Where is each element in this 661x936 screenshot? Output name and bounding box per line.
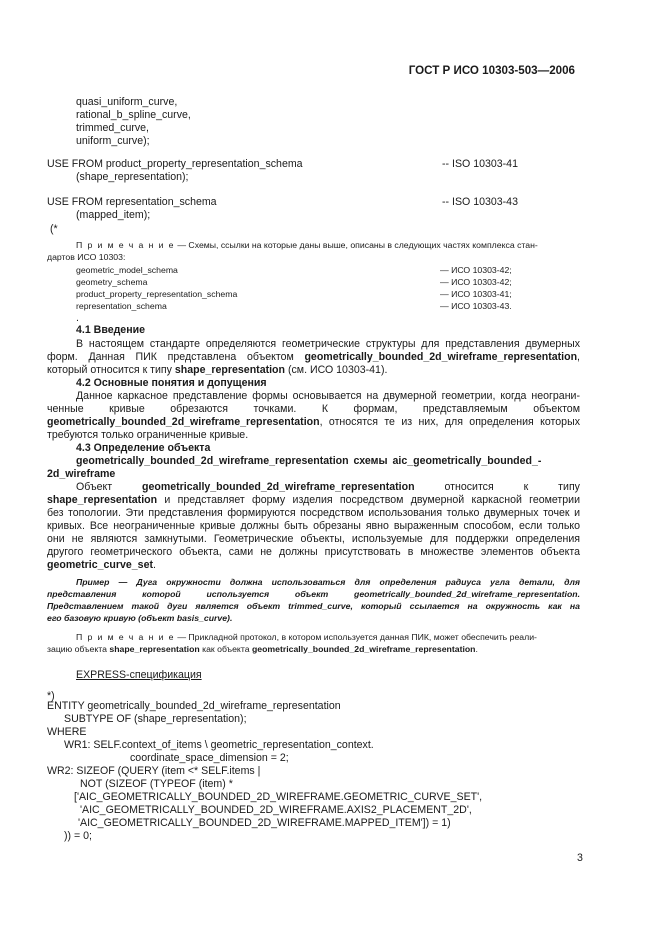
iso-reference: -- ISO 10303-43 bbox=[442, 196, 518, 208]
schema-name: geometry_schema bbox=[76, 277, 148, 287]
paragraph-line: ченные кривые обрезаются точками. К формам, представляемым объектом bbox=[47, 403, 580, 415]
paragraph-line: без топологии. Эти представления формируются посредством использования только двумерных точек и bbox=[47, 507, 580, 519]
code-line: NOT (SIZEOF (TYPEOF (item) * bbox=[80, 778, 233, 790]
paragraph-line: geometric_curve_set. bbox=[47, 559, 156, 571]
paragraph-line: geometrically_bounded_2d_wireframe_representation, относятся те из них, для определения которых bbox=[47, 416, 580, 428]
list-line: quasi_uniform_curve, bbox=[76, 96, 178, 108]
section-heading-entity: 2d_wireframe bbox=[47, 468, 116, 480]
section-heading-entity: geometrically_bounded_2d_wireframe_representation схемы aic_geometrically_bounded_- bbox=[76, 455, 542, 467]
paragraph-line: кривых. Все неограниченные кривые должны быть обрезаны явно выраженным способом, если только bbox=[47, 520, 580, 532]
paragraph-line: Объект geometrically_bounded_2d_wireframe_representation относится к типу bbox=[76, 481, 580, 493]
paragraph-line: В настоящем стандарте определяются геометрические структуры для представления двумерных bbox=[76, 338, 580, 350]
comment-open: (* bbox=[50, 223, 58, 235]
paragraph-line: другого геометрического объекта, сами не должны присутствовать в множестве элементов объекта bbox=[47, 546, 580, 558]
code-line: *) bbox=[47, 690, 55, 702]
paragraph-line: форм. Данная ПИК представлена объектом geometrically_bounded_2d_wireframe_representation, bbox=[47, 351, 580, 363]
use-from-line: USE FROM product_property_representation_schema bbox=[47, 158, 303, 170]
section-heading-4-3: 4.3 Определение объекта bbox=[76, 442, 211, 454]
code-line: 'AIC_GEOMETRICALLY_BOUNDED_2D_WIREFRAME.AXIS2_PLACEMENT_2D', bbox=[80, 804, 472, 816]
paragraph-line: они не являются замкнутыми. Геометрические объекты, используемые для поддержки определения bbox=[47, 533, 580, 545]
list-line: rational_b_spline_curve, bbox=[76, 109, 191, 121]
code-line: WR2: SIZEOF (QUERY (item <* SELF.items | bbox=[47, 765, 261, 777]
schema-ref: — ИСО 10303-43. bbox=[440, 301, 512, 311]
schema-ref: — ИСО 10303-42; bbox=[440, 265, 512, 275]
use-from-arg: (mapped_item); bbox=[76, 209, 151, 221]
code-line: WR1: SELF.context_of_items \ geometric_representation_context. bbox=[64, 739, 374, 751]
note-line: дартов ИСО 10303: bbox=[47, 252, 126, 262]
note-line: П р и м е ч а н и е — Схемы, ссылки на которые даны выше, описаны в следующих частях комплекса стан- bbox=[76, 240, 538, 250]
iso-reference: -- ISO 10303-41 bbox=[442, 158, 518, 170]
section-heading-4-2: 4.2 Основные понятия и допущения bbox=[76, 377, 267, 389]
note-line: зацию объекта shape_representation как объекта geometrically_bounded_2d_wireframe_representation. bbox=[47, 644, 478, 654]
code-line: coordinate_space_dimension = 2; bbox=[130, 752, 289, 764]
paragraph-line: требуются только ограниченные кривые. bbox=[47, 429, 249, 441]
section-heading-4-1: 4.1 Введение bbox=[76, 324, 146, 336]
note-line: П р и м е ч а н и е — Прикладной протокол, в котором используется данная ПИК, может обеспечить реали- bbox=[76, 632, 537, 642]
paragraph-line: shape_representation и представляет форму изделия посредством двумерной каркасной геометрии bbox=[47, 494, 580, 506]
list-line: trimmed_curve, bbox=[76, 122, 149, 134]
use-from-line: USE FROM representation_schema bbox=[47, 196, 217, 208]
use-from-arg: (shape_representation); bbox=[76, 171, 189, 183]
code-line: SUBTYPE OF (shape_representation); bbox=[64, 713, 247, 725]
schema-ref: — ИСО 10303-42; bbox=[440, 277, 512, 287]
express-heading: EXPRESS-спецификация bbox=[76, 669, 202, 681]
code-line: ENTITY geometrically_bounded_2d_wireframe_representation bbox=[47, 700, 341, 712]
code-line: 'AIC_GEOMETRICALLY_BOUNDED_2D_WIREFRAME.MAPPED_ITEM']) = 1) bbox=[78, 817, 451, 829]
code-line: )) = 0; bbox=[64, 830, 92, 842]
note-label: П р и м е ч а н и е bbox=[76, 632, 175, 642]
schema-ref: — ИСО 10303-41; bbox=[440, 289, 512, 299]
paragraph-line: Данное каркасное представление формы основывается на двумерной геометрии, когда неограни- bbox=[76, 390, 580, 402]
example-line: Представлением такой дуги является объект trimmed_curve, который ссылается на окружность как на bbox=[47, 601, 580, 611]
schema-name: product_property_representation_schema bbox=[76, 289, 238, 299]
note-label: П р и м е ч а н и е bbox=[76, 240, 175, 250]
page-number: 3 bbox=[577, 852, 583, 864]
schema-name: geometric_model_schema bbox=[76, 265, 178, 275]
document-header: ГОСТ Р ИСО 10303-503—2006 bbox=[408, 64, 575, 77]
code-line: WHERE bbox=[47, 726, 87, 738]
comment-close: . bbox=[76, 312, 79, 324]
schema-name: representation_schema bbox=[76, 301, 167, 311]
example-line: его базовую кривую (объект basis_curve). bbox=[47, 613, 233, 623]
example-line: Пример — Дуга окружности должна использоваться для определения радиуса угла детали, для bbox=[76, 577, 580, 587]
code-line: ['AIC_GEOMETRICALLY_BOUNDED_2D_WIREFRAME.GEOMETRIC_CURVE_SET', bbox=[74, 791, 483, 803]
paragraph-line: который относится к типу shape_representation (см. ИСО 10303-41). bbox=[47, 364, 388, 376]
example-line: представления которой используется объект geometrically_bounded_2d_wireframe_representation. bbox=[47, 589, 580, 599]
list-line: uniform_curve); bbox=[76, 135, 150, 147]
